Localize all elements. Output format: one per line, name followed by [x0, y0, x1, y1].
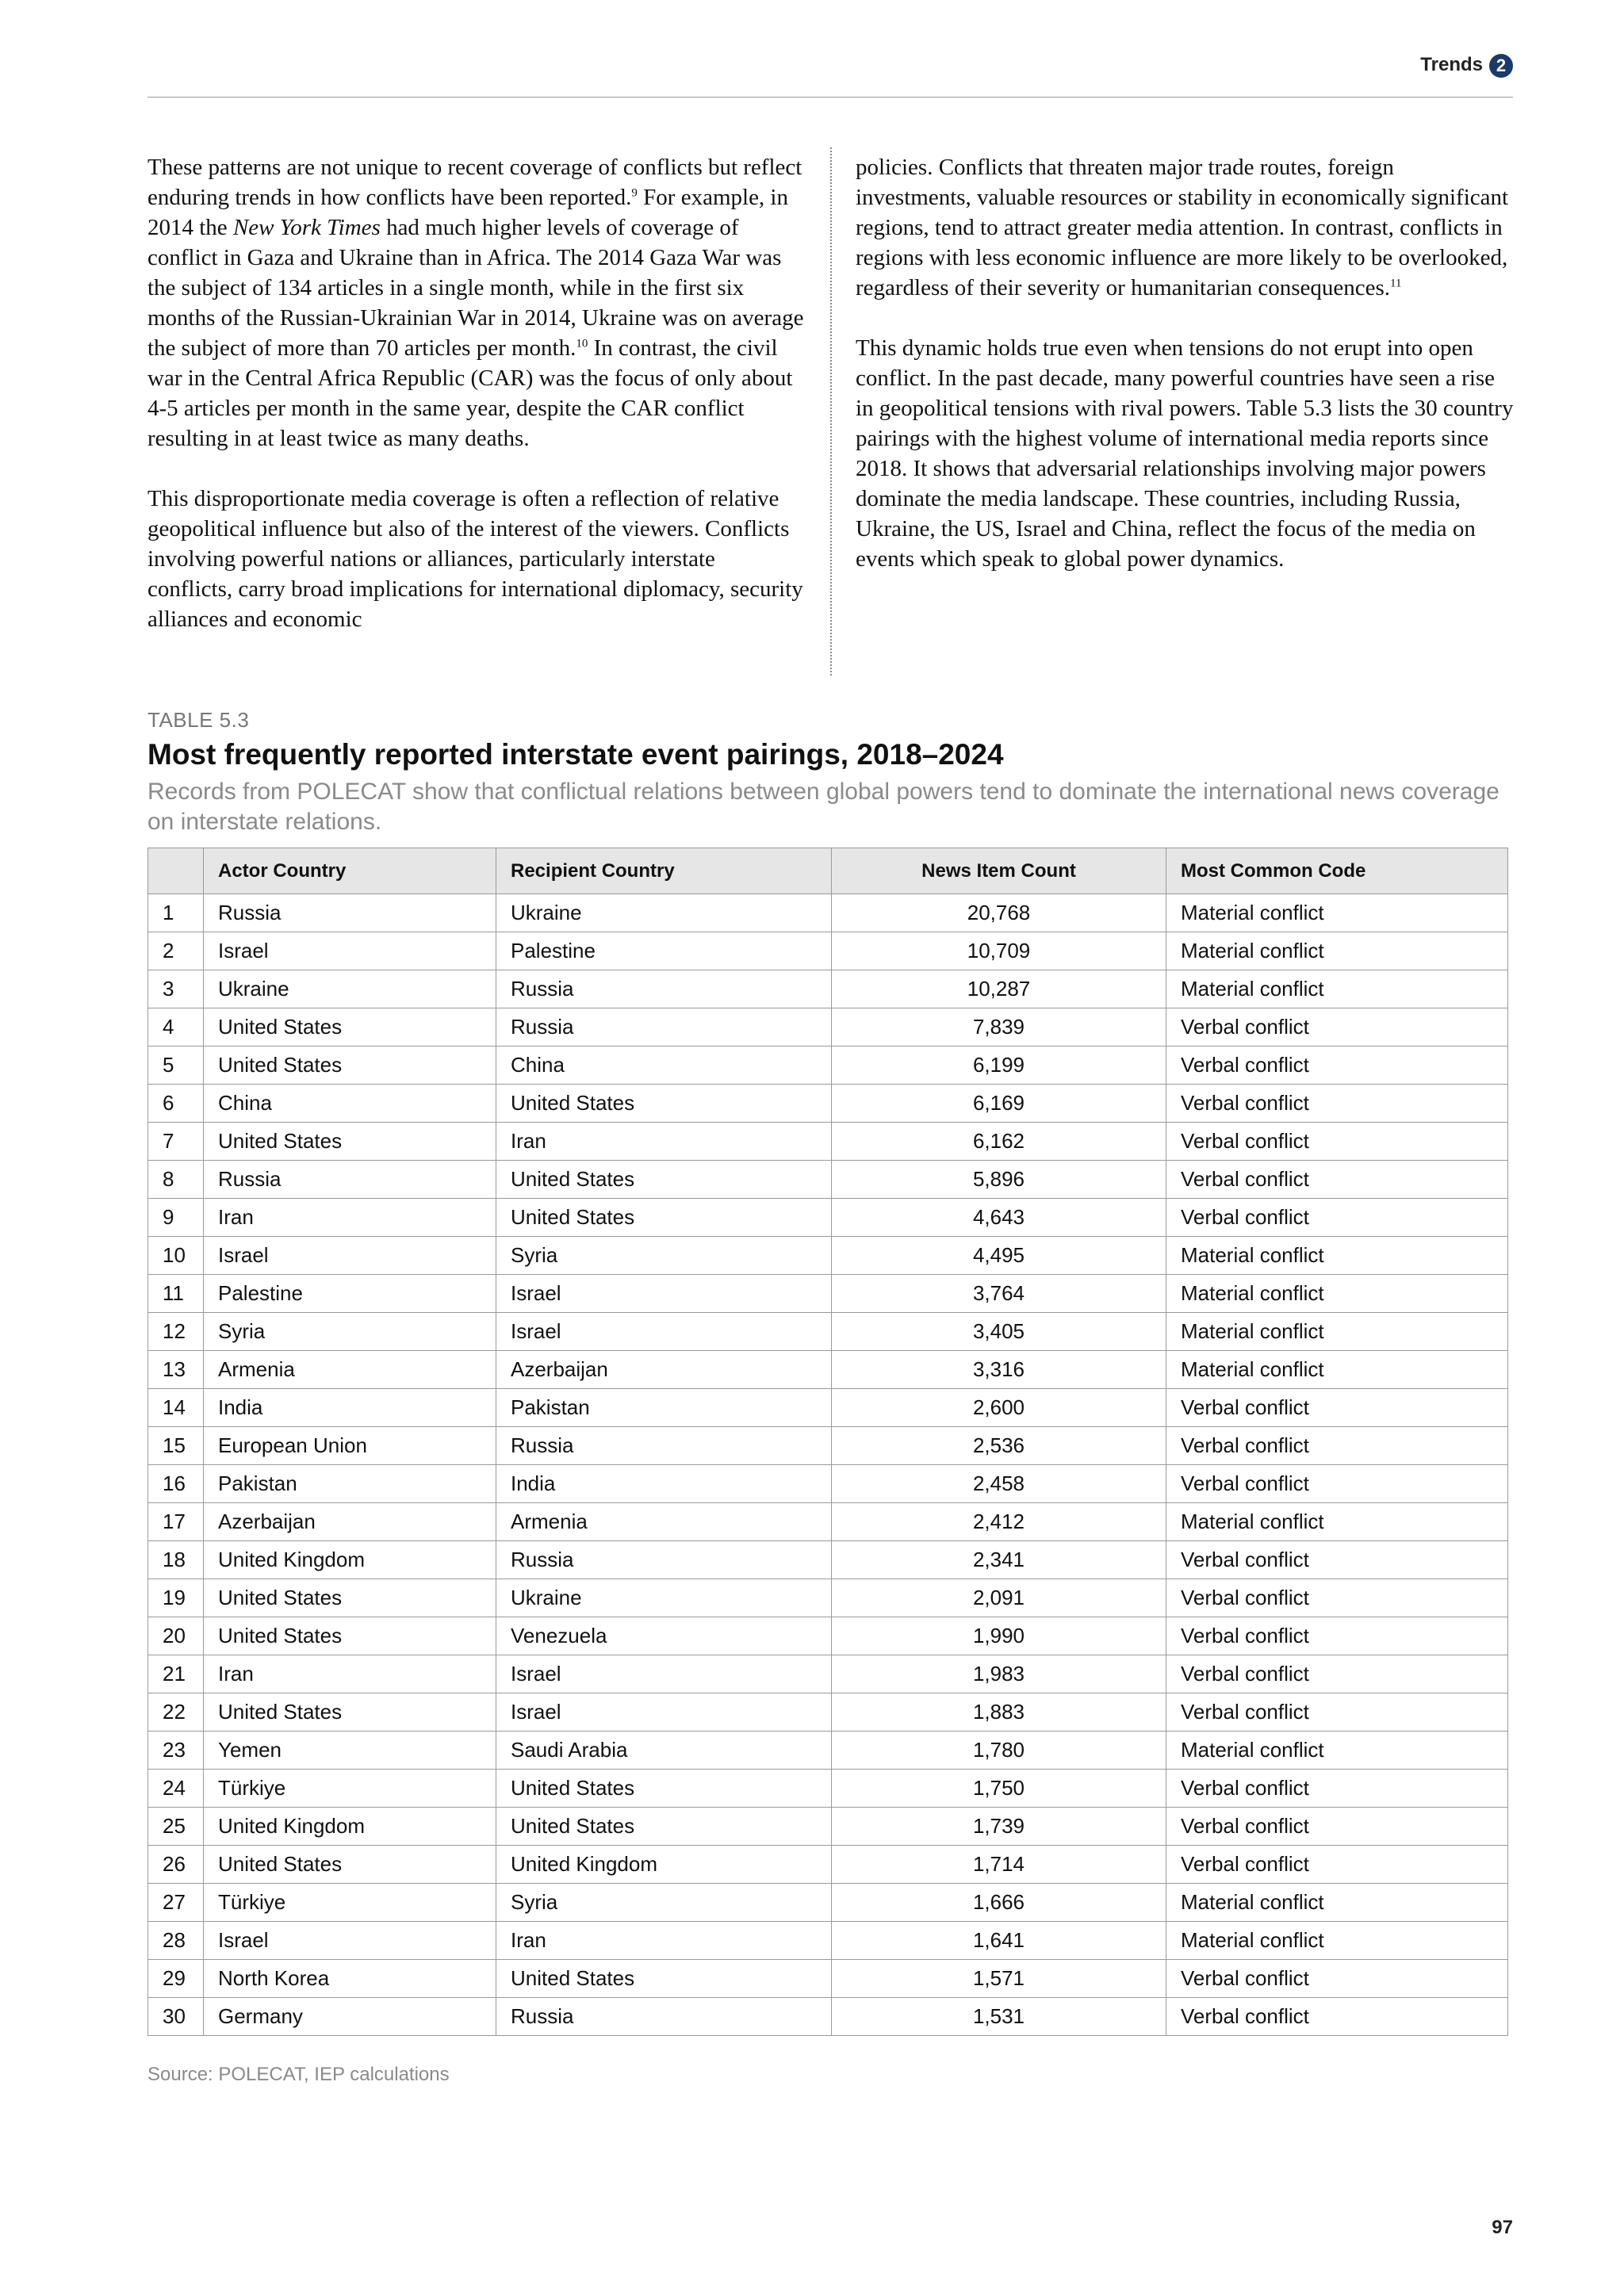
cell-count: 2,600: [832, 1389, 1166, 1427]
footnote-ref[interactable]: 11: [1390, 277, 1402, 290]
cell-count: 2,412: [832, 1503, 1166, 1541]
cell-actor: United States: [204, 1123, 496, 1161]
table-row: [148, 1541, 1508, 1579]
table-row: [148, 1085, 1508, 1123]
cell-actor: Türkiye: [204, 1884, 496, 1922]
cell-recipient: Russia: [496, 1541, 832, 1579]
cell-recipient: Israel: [496, 1313, 832, 1351]
table-label: TABLE 5.3: [147, 708, 250, 732]
cell-rank: 6: [148, 1085, 204, 1123]
cell-rank: 20: [148, 1617, 204, 1655]
paragraph: This dynamic holds true even when tensions do not erupt into open conflict. In the past decade, many powerful countries have seen a rise in geopolitical tensions with rival powers. Table 5.3 lists the 30 country pairings with the highest volume of international media reports since 2018. It shows that adversarial relationships involving major powers dominate the media landscape. These countries, including Russia, Ukraine, the US, Israel and China, reflect the focus of the media on events which speak to global power dynamics.: [856, 335, 1514, 572]
cell-count: 5,896: [832, 1161, 1166, 1199]
table-row: [148, 1503, 1508, 1541]
cell-recipient: Russia: [496, 1427, 832, 1465]
footnote-ref[interactable]: 10: [576, 337, 588, 350]
cell-code: Verbal conflict: [1166, 1617, 1508, 1655]
table-row: [148, 1922, 1508, 1960]
cell-code: Verbal conflict: [1166, 1960, 1508, 1998]
cell-code: Material conflict: [1166, 1237, 1508, 1275]
column-header-actor: Actor Country: [204, 848, 496, 894]
cell-actor: United States: [204, 1846, 496, 1884]
cell-recipient: United States: [496, 1199, 832, 1237]
paragraph: These patterns are not unique to recent coverage of conflicts but reflect enduring trends in how conflicts have been reported.$^9$ For example, in 2014 the New York Times had much higher levels of coverage of conflict in Gaza and Ukraine than in Africa. The 2014 Gaza War was the subject of 134 articles in a single month, while in the first six months of the Russian-Ukrainian War in 2014, Ukraine was on average the subject of more than 70 articles per month.$^{10}$ In contrast, the civil war in the Central Africa Republic (CAR) was the focus of only about 4-5 articles per month in the same year, despite the CAR conflict resulting in at least twice as many deaths.: [147, 155, 804, 451]
table-row: [148, 894, 1508, 932]
cell-count: 1,531: [832, 1998, 1166, 2036]
left-text-column: [147, 152, 806, 664]
cell-count: 1,739: [832, 1808, 1166, 1846]
cell-rank: 27: [148, 1884, 204, 1922]
cell-recipient: Israel: [496, 1693, 832, 1732]
cell-rank: 22: [148, 1693, 204, 1732]
cell-code: Verbal conflict: [1166, 1541, 1508, 1579]
cell-recipient: United States: [496, 1161, 832, 1199]
cell-rank: 15: [148, 1427, 204, 1465]
header-divider: [147, 97, 1513, 98]
table-row: [148, 1427, 1508, 1465]
table-row: [148, 1161, 1508, 1199]
section-title: Trends: [1420, 54, 1483, 75]
cell-actor: Syria: [204, 1313, 496, 1351]
cell-rank: 23: [148, 1732, 204, 1770]
table-row: [148, 1389, 1508, 1427]
paragraph: This disproportionate media coverage is often a reflection of relative geopolitical influence but also of the interest of the viewers. Conflicts involving powerful nations or alliances, particularly interstate conflicts, carry broad implications for international diplomacy, security alliances and economic: [147, 486, 803, 632]
cell-recipient: Iran: [496, 1922, 832, 1960]
cell-code: Material conflict: [1166, 894, 1508, 932]
cell-rank: 13: [148, 1351, 204, 1389]
cell-count: 3,764: [832, 1275, 1166, 1313]
cell-count: 2,536: [832, 1427, 1166, 1465]
cell-count: 2,091: [832, 1579, 1166, 1617]
cell-code: Material conflict: [1166, 970, 1508, 1008]
cell-recipient: Israel: [496, 1655, 832, 1693]
column-header-count: News Item Count: [832, 848, 1166, 894]
cell-actor: Ukraine: [204, 970, 496, 1008]
cell-rank: 28: [148, 1922, 204, 1960]
cell-count: 1,666: [832, 1884, 1166, 1922]
cell-count: 1,714: [832, 1846, 1166, 1884]
table-row: [148, 1732, 1508, 1770]
cell-actor: United States: [204, 1047, 496, 1085]
cell-rank: 24: [148, 1770, 204, 1808]
cell-actor: United States: [204, 1693, 496, 1732]
cell-code: Material conflict: [1166, 1732, 1508, 1770]
cell-code: Verbal conflict: [1166, 1808, 1508, 1846]
table-row: [148, 1351, 1508, 1389]
table-row: [148, 1313, 1508, 1351]
table-row: [148, 1123, 1508, 1161]
cell-code: Verbal conflict: [1166, 1693, 1508, 1732]
table-row: [148, 1770, 1508, 1808]
running-header: [147, 52, 1513, 78]
cell-recipient: Ukraine: [496, 1579, 832, 1617]
cell-rank: 4: [148, 1008, 204, 1047]
cell-actor: Yemen: [204, 1732, 496, 1770]
cell-code: Verbal conflict: [1166, 1008, 1508, 1047]
cell-actor: China: [204, 1085, 496, 1123]
cell-rank: 9: [148, 1199, 204, 1237]
cell-actor: Palestine: [204, 1275, 496, 1313]
cell-code: Material conflict: [1166, 932, 1508, 970]
cell-count: 20,768: [832, 894, 1166, 932]
footnote-ref[interactable]: 9: [631, 186, 638, 200]
column-header-rank: [148, 848, 204, 894]
cell-actor: European Union: [204, 1427, 496, 1465]
cell-rank: 3: [148, 970, 204, 1008]
cell-count: 6,199: [832, 1047, 1166, 1085]
cell-recipient: Israel: [496, 1275, 832, 1313]
cell-code: Verbal conflict: [1166, 1465, 1508, 1503]
cell-code: Verbal conflict: [1166, 1770, 1508, 1808]
cell-rank: 8: [148, 1161, 204, 1199]
cell-rank: 11: [148, 1275, 204, 1313]
cell-count: 1,780: [832, 1732, 1166, 1770]
cell-actor: Azerbaijan: [204, 1503, 496, 1541]
cell-rank: 30: [148, 1998, 204, 2036]
cell-actor: Türkiye: [204, 1770, 496, 1808]
cell-code: Verbal conflict: [1166, 1389, 1508, 1427]
cell-actor: United States: [204, 1008, 496, 1047]
cell-recipient: China: [496, 1047, 832, 1085]
table-row: [148, 1846, 1508, 1884]
cell-rank: 18: [148, 1541, 204, 1579]
cell-rank: 29: [148, 1960, 204, 1998]
cell-code: Verbal conflict: [1166, 1123, 1508, 1161]
cell-actor: North Korea: [204, 1960, 496, 1998]
cell-rank: 12: [148, 1313, 204, 1351]
cell-actor: Armenia: [204, 1351, 496, 1389]
table-subtitle: Records from POLECAT show that conflictual relations between global powers tend to dominate the international news coverage on interstate relations.: [147, 779, 1500, 835]
cell-count: 6,162: [832, 1123, 1166, 1161]
table-header-row: [148, 848, 1508, 894]
cell-code: Material conflict: [1166, 1503, 1508, 1541]
cell-count: 4,495: [832, 1237, 1166, 1275]
cell-recipient: United States: [496, 1808, 832, 1846]
section-number-badge: 2: [1489, 54, 1513, 78]
cell-actor: India: [204, 1389, 496, 1427]
right-text-column: [856, 152, 1514, 604]
cell-actor: Germany: [204, 1998, 496, 2036]
cell-code: Material conflict: [1166, 1351, 1508, 1389]
table-row: [148, 1579, 1508, 1617]
table-row: [148, 1199, 1508, 1237]
cell-actor: Israel: [204, 932, 496, 970]
cell-recipient: Russia: [496, 970, 832, 1008]
cell-rank: 25: [148, 1808, 204, 1846]
cell-actor: Israel: [204, 1922, 496, 1960]
cell-rank: 1: [148, 894, 204, 932]
cell-count: 2,458: [832, 1465, 1166, 1503]
table-row: [148, 1998, 1508, 2036]
cell-rank: 16: [148, 1465, 204, 1503]
cell-recipient: Russia: [496, 1008, 832, 1047]
cell-actor: United Kingdom: [204, 1541, 496, 1579]
cell-recipient: Palestine: [496, 932, 832, 970]
cell-rank: 10: [148, 1237, 204, 1275]
cell-recipient: Syria: [496, 1884, 832, 1922]
cell-count: 4,643: [832, 1199, 1166, 1237]
table-title: Most frequently reported interstate event pairings, 2018–2024: [147, 738, 1004, 771]
cell-code: Verbal conflict: [1166, 1047, 1508, 1085]
column-header-recipient: Recipient Country: [496, 848, 832, 894]
cell-actor: Pakistan: [204, 1465, 496, 1503]
cell-code: Material conflict: [1166, 1313, 1508, 1351]
cell-count: 6,169: [832, 1085, 1166, 1123]
cell-actor: Iran: [204, 1199, 496, 1237]
table-body: [148, 894, 1508, 2036]
cell-recipient: Pakistan: [496, 1389, 832, 1427]
table-row: [148, 1237, 1508, 1275]
cell-rank: 7: [148, 1123, 204, 1161]
cell-code: Verbal conflict: [1166, 1199, 1508, 1237]
cell-recipient: Armenia: [496, 1503, 832, 1541]
cell-count: 1,641: [832, 1922, 1166, 1960]
table-row: [148, 1008, 1508, 1047]
table-row: [148, 1655, 1508, 1693]
cell-code: Verbal conflict: [1166, 1655, 1508, 1693]
cell-recipient: United States: [496, 1960, 832, 1998]
cell-count: 1,571: [832, 1960, 1166, 1998]
cell-actor: Russia: [204, 1161, 496, 1199]
table-row: [148, 1884, 1508, 1922]
cell-code: Verbal conflict: [1166, 1161, 1508, 1199]
table-row: [148, 1960, 1508, 1998]
table-row: [148, 1465, 1508, 1503]
cell-count: 1,983: [832, 1655, 1166, 1693]
cell-recipient: Venezuela: [496, 1617, 832, 1655]
cell-rank: 26: [148, 1846, 204, 1884]
cell-recipient: Saudi Arabia: [496, 1732, 832, 1770]
cell-count: 7,839: [832, 1008, 1166, 1047]
cell-actor: Iran: [204, 1655, 496, 1693]
cell-count: 3,316: [832, 1351, 1166, 1389]
table-row: [148, 932, 1508, 970]
table-row: [148, 1275, 1508, 1313]
cell-count: 2,341: [832, 1541, 1166, 1579]
cell-code: Material conflict: [1166, 1275, 1508, 1313]
cell-code: Material conflict: [1166, 1884, 1508, 1922]
cell-rank: 14: [148, 1389, 204, 1427]
cell-rank: 2: [148, 932, 204, 970]
cell-count: 10,709: [832, 932, 1166, 970]
cell-code: Verbal conflict: [1166, 1579, 1508, 1617]
table-row: [148, 1808, 1508, 1846]
cell-rank: 21: [148, 1655, 204, 1693]
cell-code: Verbal conflict: [1166, 1998, 1508, 2036]
cell-count: 3,405: [832, 1313, 1166, 1351]
cell-code: Verbal conflict: [1166, 1846, 1508, 1884]
cell-recipient: India: [496, 1465, 832, 1503]
page-number: 97: [1492, 2217, 1513, 2238]
table-row: [148, 970, 1508, 1008]
table-source: Source: POLECAT, IEP calculations: [147, 2064, 450, 2085]
cell-code: Material conflict: [1166, 1922, 1508, 1960]
cell-count: 1,750: [832, 1770, 1166, 1808]
table-row: [148, 1617, 1508, 1655]
cell-rank: 17: [148, 1503, 204, 1541]
cell-actor: United States: [204, 1579, 496, 1617]
pairings-table: [147, 848, 1508, 2036]
paragraph: policies. Conflicts that threaten major trade routes, foreign investments, valuable resources or stability in economically significant regions, tend to attract greater media attention. In contrast, conflicts in regions with less economic influence are more likely to be overlooked, regardless of their severity or humanitarian consequences.$^{11}$: [856, 155, 1509, 300]
cell-actor: United States: [204, 1617, 496, 1655]
cell-recipient: United Kingdom: [496, 1846, 832, 1884]
cell-rank: 5: [148, 1047, 204, 1085]
cell-recipient: United States: [496, 1085, 832, 1123]
cell-recipient: United States: [496, 1770, 832, 1808]
cell-actor: United Kingdom: [204, 1808, 496, 1846]
cell-count: 1,990: [832, 1617, 1166, 1655]
cell-recipient: Russia: [496, 1998, 832, 2036]
column-header-code: Most Common Code: [1166, 848, 1508, 894]
cell-actor: Israel: [204, 1237, 496, 1275]
cell-rank: 19: [148, 1579, 204, 1617]
cell-code: Verbal conflict: [1166, 1085, 1508, 1123]
cell-code: Verbal conflict: [1166, 1427, 1508, 1465]
cell-recipient: Iran: [496, 1123, 832, 1161]
cell-count: 1,883: [832, 1693, 1166, 1732]
column-divider: [830, 147, 832, 675]
cell-recipient: Azerbaijan: [496, 1351, 832, 1389]
table-row: [148, 1693, 1508, 1732]
cell-count: 10,287: [832, 970, 1166, 1008]
cell-actor: Russia: [204, 894, 496, 932]
table-row: [148, 1047, 1508, 1085]
cell-recipient: Ukraine: [496, 894, 832, 932]
cell-recipient: Syria: [496, 1237, 832, 1275]
